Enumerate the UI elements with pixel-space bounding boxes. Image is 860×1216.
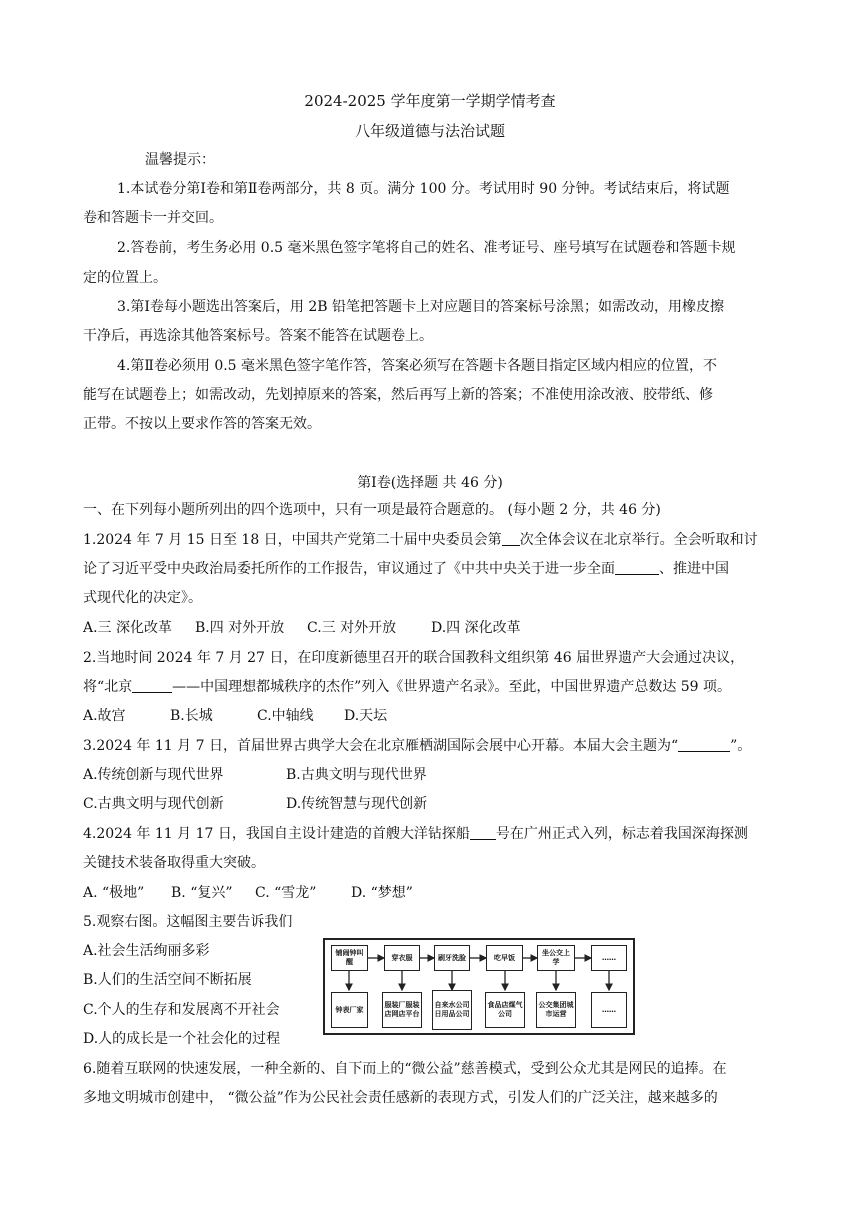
- diagram-bottom-box-6: ……: [591, 992, 627, 1028]
- q1-option-c: C.三 对外开放: [307, 620, 397, 636]
- q2-blank: [132, 678, 172, 693]
- q3-option-a: A.传统创新与现代世界: [83, 767, 224, 783]
- tip-2-line-1: 2.答卷前，考生务必用 0.5 毫米黑色签字笔将自己的姓名、准考证号、座号填写在试题卷和答题卡规: [117, 240, 736, 256]
- q3-blank: [678, 737, 730, 752]
- q5-option-b: B.人们的生活空间不断拓展: [83, 972, 252, 988]
- q2-option-a: A.故宫: [83, 708, 126, 724]
- tips-heading: 温馨提示：: [145, 152, 215, 168]
- diagram-bottom-box-2: 服装厂服装店网店平台: [382, 992, 422, 1028]
- q4-blank: [470, 825, 496, 840]
- diagram-top-box-1: 铺闹钟叫醒: [331, 945, 368, 971]
- tip-4-line-1: 4.第Ⅱ卷必须用 0.5 毫米黑色签字笔作答，答案必须写在答题卡各题目指定区域内相应的位置，不: [117, 358, 718, 374]
- diagram-bottom-box-5: 公交集团城市运营: [536, 992, 576, 1028]
- diagram-top-box-2: 穿衣服: [384, 945, 420, 971]
- diagram-bottom-box-4: 食品店煤气公司: [485, 992, 525, 1028]
- q4-line-2: 关键技术装备取得重大突破。: [83, 855, 265, 871]
- q3-option-c: C.古典文明与现代创新: [83, 796, 224, 812]
- q2-line-1: 2.当地时间 2024 年 7 月 27 日，在印度新德里召开的联合国教科文组织第 46 届世界遗产大会通过决议，: [83, 650, 745, 666]
- q1-option-a: A.三 深化改革: [83, 620, 173, 636]
- q4-option-b: B. “复兴”: [171, 885, 233, 901]
- exam-title: 2024-2025 学年度第一学期学情考查: [304, 92, 556, 110]
- q1-blank-1: [502, 531, 520, 546]
- q1-option-d: D.四 深化改革: [431, 620, 521, 636]
- tip-3-line-1: 3.第Ⅰ卷每小题选出答案后，用 2B 铅笔把答题卡上对应题目的答案标号涂黑；如需改动，用橡皮擦: [117, 299, 724, 315]
- tip-1-line-2: 卷和答题卡一并交回。: [83, 210, 223, 226]
- q1-options: [83, 618, 521, 638]
- diagram-top-box-3: 刷牙洗脸: [434, 945, 470, 971]
- diagram-bottom-box-3: 自来水公司日用品公司: [432, 990, 472, 1030]
- q1-option-b: B.四 对外开放: [195, 620, 285, 636]
- q3-option-d: D.传统智慧与现代创新: [286, 796, 428, 812]
- q2-option-b: B.长城: [170, 708, 213, 724]
- diagram-bottom-box-1: 钟表厂家: [331, 992, 368, 1028]
- q5-option-d: D.人的成长是一个社会化的过程: [83, 1031, 281, 1047]
- exam-subtitle: 八年级道德与法治试题: [354, 122, 505, 140]
- social-life-flow-diagram: [323, 938, 635, 1035]
- q4-line-1: 4.2024 年 11 月 17 日，我国自主设计建造的首艘大洋钻探船 号在广州正式入列，标志着我国深海探测: [83, 826, 748, 842]
- section-instruction: 一、在下列每小题所列出的四个选项中，只有一项是最符合题意的。 (每小题 2 分，共 46 分): [83, 502, 661, 518]
- q1-line-3: 式现代化的决定》。: [83, 590, 202, 606]
- tip-1-line-1: 1.本试卷分第Ⅰ卷和第Ⅱ卷两部分，共 8 页。满分 100 分。考试用时 90 分钟。考试结束后，将试题: [117, 181, 730, 197]
- tip-3-line-2: 干净后，再选涂其他答案标号。答案不能答在试题卷上。: [83, 328, 433, 344]
- q4-option-c: C. “雪龙”: [255, 885, 317, 901]
- q1-line-2: 论了习近平受中央政治局委托所作的工作报告，审议通过了《中共中央关于进一步全面 、推进中国: [83, 561, 729, 577]
- q2-line-2: 将“北京 ——中国理想都城秩序的杰作”列入《世界遗产名录》。至此，中国世界遗产总数达 59 项。: [83, 679, 732, 695]
- q1-blank-2: [615, 560, 659, 575]
- q5-option-c: C.个人的生存和发展离不开社会: [83, 1002, 280, 1018]
- q5-line-1: 5.观察右图。这幅图主要告诉我们: [83, 914, 293, 930]
- q3-options-row-2: [83, 794, 427, 814]
- q3-options-row-1: [83, 765, 427, 785]
- q6-line-2: 多地文明城市创建中， “微公益”作为公民社会责任感新的表现方式，引发人们的广泛关注，越来越多的: [83, 1090, 718, 1106]
- q4-option-d: D. “梦想”: [351, 885, 413, 901]
- q3-option-b: B.古典文明与现代世界: [286, 767, 427, 783]
- q2-options: [83, 706, 387, 726]
- q4-options: [83, 883, 413, 903]
- tip-2-line-2: 定的位置上。: [83, 270, 167, 286]
- diagram-top-box-5: 坐公交上学: [537, 945, 575, 971]
- diagram-top-box-4: 吃早饭: [486, 945, 523, 971]
- q3-line-1: 3.2024 年 11 月 7 日，首届世界古典学大会在北京雁栖湖国际会展中心开幕。本届大会主题为“ ”。: [83, 738, 752, 754]
- q2-option-c: C.中轴线: [257, 708, 314, 724]
- diagram-top-box-6: ……: [591, 945, 627, 971]
- tip-4-line-2: 能写在试题卷上；如需改动，先划掉原来的答案，然后再写上新的答案；不准使用涂改液、胶带纸、修: [83, 387, 713, 403]
- section-title: 第Ⅰ卷(选择题 共 46 分): [357, 475, 503, 491]
- q6-line-1: 6.随着互联网的快速发展，一种全新的、自下而上的“微公益”慈善模式，受到公众尤其是网民的追捧。在: [83, 1061, 727, 1077]
- q2-option-d: D.天坛: [344, 708, 388, 724]
- q4-option-a: A. “极地”: [83, 885, 145, 901]
- tip-4-line-3: 正带。不按以上要求作答的答案无效。: [83, 416, 321, 432]
- q1-line-1: 1.2024 年 7 月 15 日至 18 日，中国共产党第二十届中央委员会第 次全体会议在北京举行。全会听取和讨: [83, 532, 758, 548]
- q5-option-a: A.社会生活绚丽多彩: [83, 943, 210, 959]
